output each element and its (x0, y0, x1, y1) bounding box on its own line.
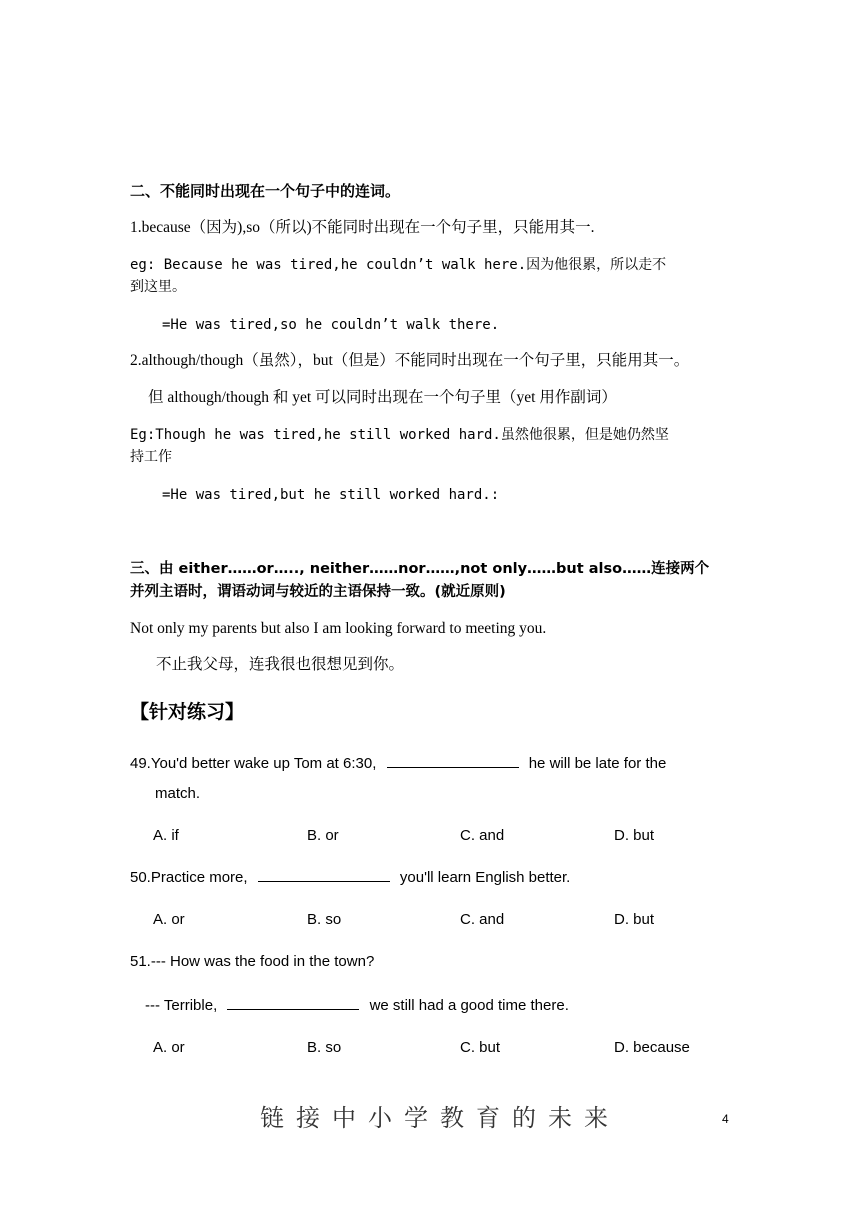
eg1-alternative: =He was tired,so he couldn’t walk there. (162, 317, 500, 333)
eg2-alternative: =He was tired,but he still worked hard.: (162, 487, 500, 503)
question-50-stem-after: you'll learn English better. (399, 869, 571, 886)
answer-blank-50[interactable] (258, 867, 390, 882)
section2-heading: 二、不能同时出现在一个句子中的连词。 (130, 182, 401, 200)
eg1-line1: eg: Because he was tired,he couldn’t walk here.因为他很累，所以走不 (130, 257, 667, 273)
answer-blank-51[interactable] (227, 995, 359, 1010)
question-50 (130, 867, 730, 889)
question-51: 51.--- How was the food in the town? (130, 953, 375, 970)
eg2-line1: Eg:Though he was tired,he still worked hard.虽然他很累，但是她仍然坚 (130, 427, 669, 443)
question-49-stem-after: he will be late for the (528, 755, 667, 772)
q51-option-a[interactable]: A. or (153, 1039, 185, 1056)
rule1-text: 1.because（因为),so（所以)不能同时出现在一个句子里，只能用其一. (130, 219, 595, 236)
q50-option-a[interactable]: A. or (153, 911, 185, 928)
section3-example-en: Not only my parents but also I am looking forward to meeting you. (130, 620, 547, 637)
question-51-line2 (145, 995, 745, 1017)
rule2-note: 但 although/though 和 yet 可以同时出现在一个句子里（yet 用作副词） (148, 389, 617, 406)
footer-slogan: 链接中小学教育的未来 (260, 1104, 620, 1132)
q49-option-a[interactable]: A. if (153, 827, 179, 844)
q51-option-c[interactable]: C. but (460, 1039, 501, 1056)
section3-heading-line1: 三、由 either……or….., neither……nor……,not only……but also……连接两个 (130, 561, 710, 577)
q51-option-d[interactable]: D. because (614, 1039, 690, 1056)
q50-option-d[interactable]: D. but (614, 911, 655, 928)
question-50-stem-before: 50.Practice more, (130, 869, 248, 886)
practice-heading: 【针对练习】 (130, 701, 245, 723)
q50-option-b[interactable]: B. so (307, 911, 342, 928)
page-number: 4 (722, 1112, 729, 1126)
question-51-line2-before: --- Terrible, (145, 997, 218, 1014)
eg1-line2: 到这里。 (130, 279, 186, 295)
eg2-line2: 持工作 (130, 449, 172, 465)
q49-option-b[interactable]: B. or (307, 827, 339, 844)
answer-blank-49[interactable] (387, 753, 519, 768)
q51-option-b[interactable]: B. so (307, 1039, 342, 1056)
q50-option-c[interactable]: C. and (460, 911, 505, 928)
question-51-line2-after: we still had a good time there. (369, 997, 569, 1014)
section3-example-zh: 不止我父母，连我很也很想见到你。 (156, 656, 405, 673)
section3-heading-line2: 并列主语时，谓语动词与较近的主语保持一致。(就近原则) (130, 584, 506, 600)
rule2-text: 2.although/though（虽然），but（但是）不能同时出现在一个句子里，只能用其一。 (130, 352, 690, 369)
question-49-stem-before: 49.You'd better wake up Tom at 6:30, (130, 755, 377, 772)
q49-option-d[interactable]: D. but (614, 827, 655, 844)
question-49 (130, 753, 730, 775)
question-49-continuation: match. (155, 785, 201, 802)
q49-option-c[interactable]: C. and (460, 827, 505, 844)
